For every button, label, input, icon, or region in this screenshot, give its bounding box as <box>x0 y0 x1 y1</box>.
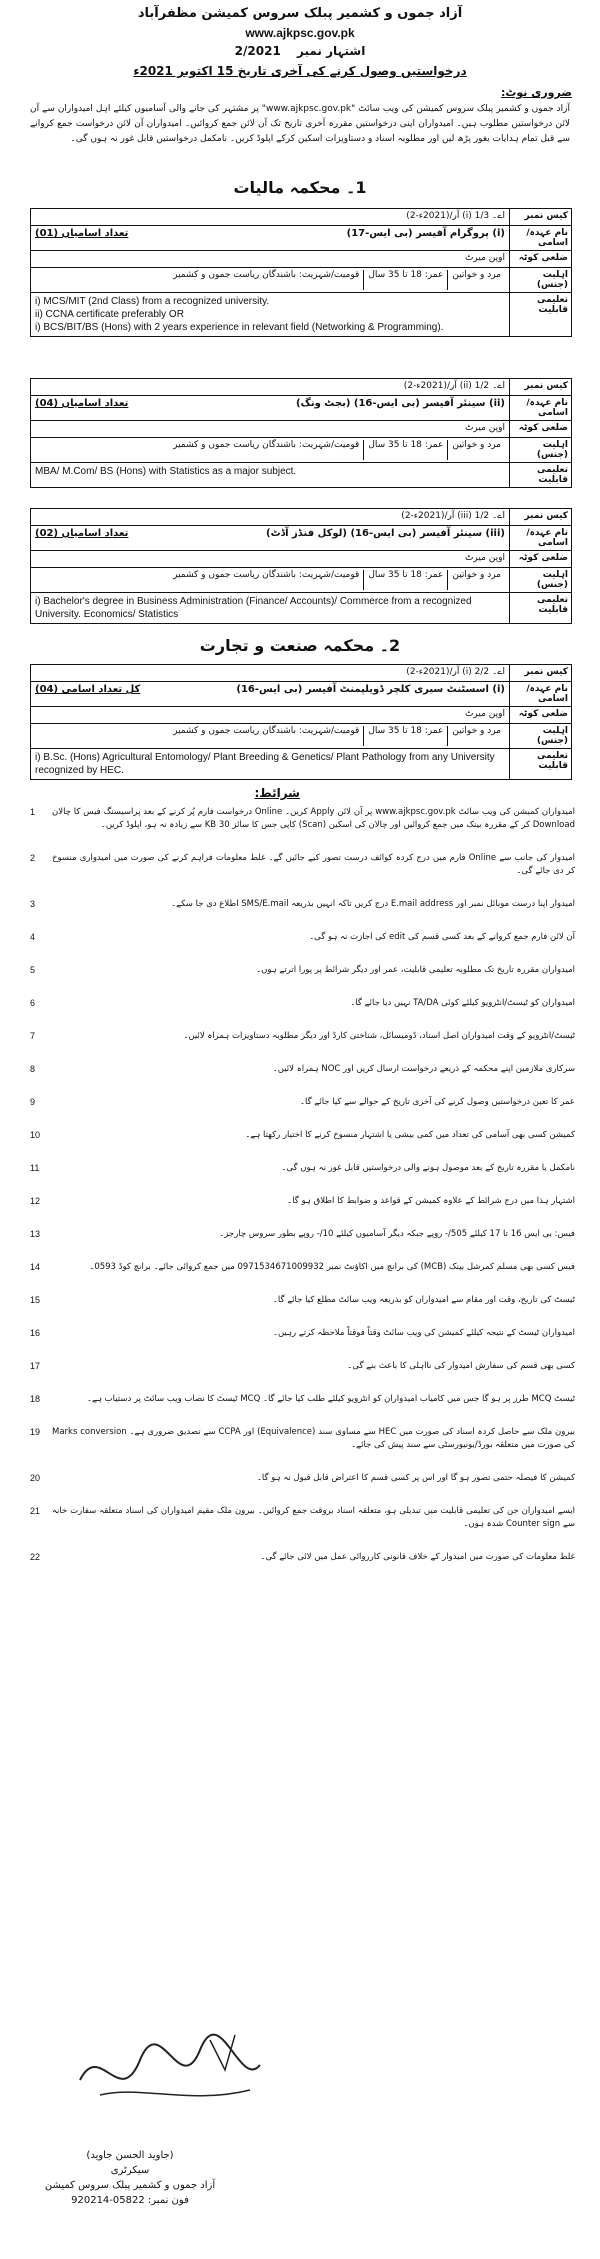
org-name: آزاد جموں و کشمیر پبلک سروس کمیشن مظفرآباد <box>137 6 463 21</box>
ad-number-line <box>0 44 600 58</box>
post-title: (ii) سینئر آفیسر (بی ایس-16) (بجٹ ونگ) <box>296 398 505 409</box>
condition-item <box>30 1472 575 1485</box>
condition-item <box>30 1030 575 1043</box>
gender-label: اہلیت (جنس) <box>509 438 571 462</box>
condition-text: فیس کسی بھی مسلم کمرشل بینک (MCB) کی برانچ میں اکاؤنٹ نمبر 0971534671009932 میں جمع کروائی جائے۔ برانچ کوڈ 0593۔ <box>89 1262 575 1272</box>
condition-number: 12 <box>30 1196 41 1206</box>
district-row <box>31 251 571 268</box>
condition-text: بیرون ملک سے حاصل کردہ اسناد کی صورت میں HEC سے مساوی سند (Equivalence) اور CCPA سے تصدیق ضروری ہے۔ Marks conversion کی صورت میں متعلقہ بورڈ/یونیورسٹی سے سند پیش کی جائے۔ <box>52 1427 576 1450</box>
condition-text: امیدواران ٹیسٹ کے نتیجہ کیلئے کمیشن کی ویب سائٹ وقتاً فوقتاً ملاحظہ کرتے رہیں۔ <box>272 1328 575 1338</box>
condition-item <box>30 1162 575 1175</box>
district-label: ضلعی کوٹہ <box>509 551 571 567</box>
condition-number: 2 <box>30 853 36 863</box>
condition-item <box>30 1505 575 1531</box>
case-no-row <box>31 209 571 226</box>
district-label: ضلعی کوٹہ <box>509 707 571 723</box>
qualification-label: تعلیمی قابلیت <box>509 749 571 779</box>
case-card <box>30 378 572 488</box>
qualification-row <box>31 463 571 487</box>
condition-item <box>30 1063 575 1076</box>
handwritten-signature <box>60 2020 290 2150</box>
condition-item <box>30 1327 575 1340</box>
condition-number: 17 <box>30 1361 41 1371</box>
condition-number: 3 <box>30 899 36 909</box>
gender-value: مرد و خواتین <box>447 270 505 290</box>
ad-number: 2/2021 <box>234 44 281 58</box>
eligibility-row <box>31 724 571 749</box>
condition-item <box>30 1426 575 1452</box>
case-no-row <box>31 665 571 682</box>
district-value: اوپن میرٹ <box>464 423 505 433</box>
condition-item <box>30 1228 575 1241</box>
condition-number: 4 <box>30 932 36 942</box>
post-count: تعداد اسامیاں (04) <box>35 398 129 409</box>
condition-item <box>30 1195 575 1208</box>
eligibility-row <box>31 568 571 593</box>
condition-text: کسی بھی قسم کی سفارش امیدوار کی نااہلی کا باعث بنے گی۔ <box>347 1361 575 1371</box>
deadline: درخواستیں وصول کرنے کی آخری تاریخ 15 اکتوبر 2021ء <box>133 64 467 78</box>
condition-item <box>30 964 575 977</box>
conditions-list <box>30 806 575 1564</box>
qualification-label: تعلیمی قابلیت <box>509 463 571 487</box>
condition-text: غلط معلومات کی صورت میں امیدوار کے خلاف قانونی کارروائی عمل میں لائی جائے گی۔ <box>260 1552 575 1562</box>
condition-text: فیس: بی ایس 16 تا 17 کیلئے 505/- روپے جبکہ دیگر آسامیوں کیلئے 10/- روپے بطور سروس چارجز۔ <box>219 1229 575 1239</box>
age-value: عمر: 18 تا 35 سال <box>363 440 447 460</box>
district-value: اوپن میرٹ <box>464 253 505 263</box>
post-row <box>31 226 571 251</box>
domicile-value: قومیت/شہریت: باشندگان ریاست جموں و کشمیر <box>173 270 360 280</box>
eligibility-row <box>31 438 571 463</box>
condition-number: 5 <box>30 965 36 975</box>
condition-text: امیدواران مقررہ تاریخ تک مطلوبہ تعلیمی قابلیت، عمر اور دیگر شرائط پر پورا اترتے ہوں۔ <box>256 965 575 975</box>
condition-text: ٹیسٹ/انٹرویو کے وقت امیدواران اصل اسناد، ڈومیسائل، شناختی کارڈ اور دیگر مطلوبہ دستاویزات ہمراہ لائیں۔ <box>183 1031 575 1041</box>
case-no-label: کیس نمبر <box>509 665 571 681</box>
age-value: عمر: 18 تا 35 سال <box>363 270 447 290</box>
gender-label: اہلیت (جنس) <box>509 568 571 592</box>
qualification-line: MBA/ M.Com/ BS (Hons) with Statistics as a major subject. <box>35 466 297 477</box>
ad-label: اشتہار نمبر <box>296 44 366 58</box>
post-label: نام عہدہ/اسامی <box>509 226 571 250</box>
gender-value: مرد و خواتین <box>447 726 505 746</box>
domicile-value: قومیت/شہریت: باشندگان ریاست جموں و کشمیر <box>173 726 360 736</box>
condition-number: 11 <box>30 1163 40 1173</box>
district-value: اوپن میرٹ <box>464 553 505 563</box>
eligibility-row <box>31 268 571 293</box>
qualification-label: تعلیمی قابلیت <box>509 593 571 623</box>
condition-number: 7 <box>30 1031 36 1041</box>
condition-text: امیدوار کی جانب سے Online فارم میں درج کردہ کوائف درست تصور کیے جائیں گے۔ غلط معلومات فراہم کرنے کی صورت میں امیدواری منسوخ کر دی جائے گی۔ <box>52 853 575 876</box>
age-value: عمر: 18 تا 35 سال <box>363 726 447 746</box>
condition-text: اشتہار ہذا میں درج شرائط کے علاوہ کمیشن کے قواعد و ضوابط کا اطلاق ہو گا۔ <box>287 1196 575 1206</box>
condition-item <box>30 931 575 944</box>
domicile-value: قومیت/شہریت: باشندگان ریاست جموں و کشمیر <box>173 440 360 450</box>
post-title: (i) پروگرام آفیسر (بی ایس-17) <box>346 228 505 239</box>
condition-text: آن لائن فارم جمع کروانے کے بعد کسی قسم کی edit کی اجازت نہ ہو گی۔ <box>309 932 575 942</box>
condition-number: 10 <box>30 1130 41 1140</box>
condition-item <box>30 852 575 878</box>
condition-item <box>30 806 575 832</box>
post-label: نام عہدہ/اسامی <box>509 682 571 706</box>
age-value: عمر: 18 تا 35 سال <box>363 570 447 590</box>
gender-label: اہلیت (جنس) <box>509 724 571 748</box>
case-no: اے۔ 1/2 (iii) آر/(2021ء-2) <box>401 511 505 521</box>
post-count: کل تعداد اسامی (04) <box>35 684 141 695</box>
condition-text: نامکمل یا مقررہ تاریخ کے بعد موصول ہونے والی درخواستیں قابل غور نہ ہوں گی۔ <box>281 1163 575 1173</box>
condition-item <box>30 1551 575 1564</box>
condition-item <box>30 1129 575 1142</box>
condition-item <box>30 1261 575 1274</box>
case-card <box>30 664 572 780</box>
signatory-designation: سیکرٹری <box>110 2165 150 2176</box>
condition-item <box>30 1360 575 1373</box>
condition-number: 21 <box>30 1506 41 1516</box>
case-no-label: کیس نمبر <box>509 209 571 225</box>
condition-item <box>30 997 575 1010</box>
qualification-row <box>31 749 571 779</box>
condition-number: 6 <box>30 998 36 1008</box>
section-heading-industries: 2۔ محکمہ صنعت و تجارت <box>199 636 401 655</box>
condition-text: امیدوار اپنا درست موبائل نمبر اور E.mail address درج کریں تاکہ انہیں بذریعہ SMS/E.mail اطلاع دی جا سکے۔ <box>171 899 575 909</box>
condition-number: 8 <box>30 1064 36 1074</box>
case-no-row <box>31 379 571 396</box>
signatory-name: (جاوید الحسن جاوید) <box>86 2150 174 2161</box>
post-row <box>31 396 571 421</box>
qualification-line: ii) CCNA certificate preferably OR <box>35 309 184 320</box>
case-card <box>30 508 572 624</box>
signatory-org: آزاد جموں و کشمیر پبلک سروس کمیشن <box>44 2180 216 2191</box>
condition-number: 18 <box>30 1394 41 1404</box>
gender-value: مرد و خواتین <box>447 570 505 590</box>
case-no: اے۔ 1/3 (i) آر/(2021ء-2) <box>406 211 505 221</box>
condition-text: امیدواران کو ٹیسٹ/انٹرویو کیلئے کوئی TA/DA نہیں دیا جائے گا۔ <box>350 998 575 1008</box>
condition-number: 20 <box>30 1473 41 1483</box>
condition-number: 14 <box>30 1262 41 1272</box>
condition-text: ایسے امیدواران جن کی تعلیمی قابلیت میں تبدیلی ہو، متعلقہ اسناد بروقت جمع کروائیں۔ بیرون ملک مقیم امیدواران کی اسناد متعلقہ سفارت خانہ سے Counter sign شدہ ہوں۔ <box>52 1506 575 1529</box>
condition-text: عمر کا تعین درخواستیں وصول کرنے کی آخری تاریخ کے حوالے سے کیا جائے گا۔ <box>300 1097 575 1107</box>
conditions-heading: شرائط: <box>254 786 300 800</box>
condition-text: امیدواران کمیشن کی ویب سائٹ www.ajkpsc.gov.pk پر آن لائن Apply کریں۔ Online درخواست فارم پُر کرنے کے بعد پراسیسنگ فیس کا چالان Download کر کے مقررہ بینک میں جمع کروائیں اور چالان کی اسکین (Scan) کاپی جس کا سائز 30 KB سے زیادہ نہ ہو، اپلوڈ کریں۔ <box>52 807 575 830</box>
post-row <box>31 526 571 551</box>
condition-number: 9 <box>30 1097 36 1107</box>
case-no: اے۔ 1/2 (ii) آر/(2021ء-2) <box>403 381 505 391</box>
case-no-label: کیس نمبر <box>509 509 571 525</box>
condition-item <box>30 1294 575 1307</box>
notice-text: آزاد جموں و کشمیر پبلک سروس کمیشن کی ویب سائٹ "www.ajkpsc.gov.pk" پر مشتہر کی جانے والی آسامیوں کیلئے اہل امیدواران سے آن لائن درخواستیں مطلوب ہیں۔ امیدواران اپنی درخواستیں مقررہ آخری تاریخ تک آن لائن جمع کروائیں۔ امیدواران آن لائن درخواست جمع کروانے سے قبل تمام ہدایات بغور پڑھ لیں اور مطلوبہ اسناد و دستاویزات اسکین کرکے اپلوڈ کریں۔ نامکمل درخواستیں قابل غور نہ ہوں گی۔ <box>30 104 570 144</box>
post-label: نام عہدہ/اسامی <box>509 526 571 550</box>
qualification-row <box>31 293 571 336</box>
post-title: (i) اسسٹنٹ سیری کلچر ڈویلپمنٹ آفیسر (بی ایس-16) <box>236 684 505 695</box>
condition-text: ٹیسٹ کی تاریخ، وقت اور مقام سے امیدواران کو بذریعہ ویب سائٹ مطلع کیا جائے گا۔ <box>272 1295 575 1305</box>
condition-number: 22 <box>30 1552 41 1562</box>
website: www.ajkpsc.gov.pk <box>245 26 355 40</box>
district-value: اوپن میرٹ <box>464 709 505 719</box>
district-label: ضلعی کوٹہ <box>509 251 571 267</box>
district-row <box>31 707 571 724</box>
case-no-row <box>31 509 571 526</box>
qualification-line: i) MCS/MIT (2nd Class) from a recognized university. <box>35 296 270 307</box>
condition-text: ٹیسٹ MCQ طرز پر ہو گا جس میں کامیاب امیدواران کو انٹرویو کیلئے طلب کیا جائے گا۔ MCQ ٹیسٹ کا نصاب ویب سائٹ پر دستیاب ہے۔ <box>87 1394 575 1404</box>
condition-number: 16 <box>30 1328 41 1338</box>
signature-block <box>30 2148 230 2208</box>
post-count: تعداد اسامیاں (01) <box>35 228 129 239</box>
condition-number: 1 <box>30 807 36 817</box>
post-label: نام عہدہ/اسامی <box>509 396 571 420</box>
condition-item <box>30 898 575 911</box>
condition-item <box>30 1096 575 1109</box>
case-no-label: کیس نمبر <box>509 379 571 395</box>
gender-value: مرد و خواتین <box>447 440 505 460</box>
condition-text: سرکاری ملازمین اپنے محکمہ کے ذریعے درخواست ارسال کریں اور NOC ہمراہ لائیں۔ <box>272 1064 575 1074</box>
district-row <box>31 421 571 438</box>
gender-label: اہلیت (جنس) <box>509 268 571 292</box>
qualification-line: i) Bachelor's degree in Business Administration (Finance/ Accounts)/ Commerce from a recognized University. Economics/ Statistics <box>35 596 472 620</box>
condition-text: کمیشن کسی بھی آسامی کی تعداد میں کمی بیشی یا اشتہار منسوخ کرنے کا اختیار رکھتا ہے۔ <box>245 1130 575 1140</box>
condition-number: 19 <box>30 1427 41 1437</box>
qualification-label: تعلیمی قابلیت <box>509 293 571 336</box>
condition-text: کمیشن کا فیصلہ حتمی تصور ہو گا اور اس پر کسی قسم کا اعتراض قابل قبول نہ ہو گا۔ <box>256 1473 575 1483</box>
section-heading-finance: 1۔ محکمہ مالیات <box>233 178 367 197</box>
condition-item <box>30 1393 575 1406</box>
condition-number: 15 <box>30 1295 41 1305</box>
district-row <box>31 551 571 568</box>
condition-number: 13 <box>30 1229 41 1239</box>
notice-heading: ضروری نوٹ: <box>500 86 572 99</box>
qualification-line: i) BCS/BIT/BS (Hons) with 2 years experience in relevant field (Networking & Programming). <box>35 322 444 333</box>
post-title: (iii) سینئر آفیسر (بی ایس-16) (لوکل فنڈز آڈٹ) <box>266 528 505 539</box>
signatory-phone: فون نمبر: 05822-920214 <box>71 2195 189 2206</box>
qualification-line: i) B.Sc. (Hons) Agricultural Entomology/ Plant Breeding & Genetics/ Plant Pathology from any University recognized by HEC. <box>35 752 495 776</box>
qualification-row <box>31 593 571 623</box>
case-no: اے۔ 2/2 (i) آر/(2021ء-2) <box>406 667 505 677</box>
case-card <box>30 208 572 337</box>
domicile-value: قومیت/شہریت: باشندگان ریاست جموں و کشمیر <box>173 570 360 580</box>
district-label: ضلعی کوٹہ <box>509 421 571 437</box>
post-row <box>31 682 571 707</box>
post-count: تعداد اسامیاں (02) <box>35 528 129 539</box>
